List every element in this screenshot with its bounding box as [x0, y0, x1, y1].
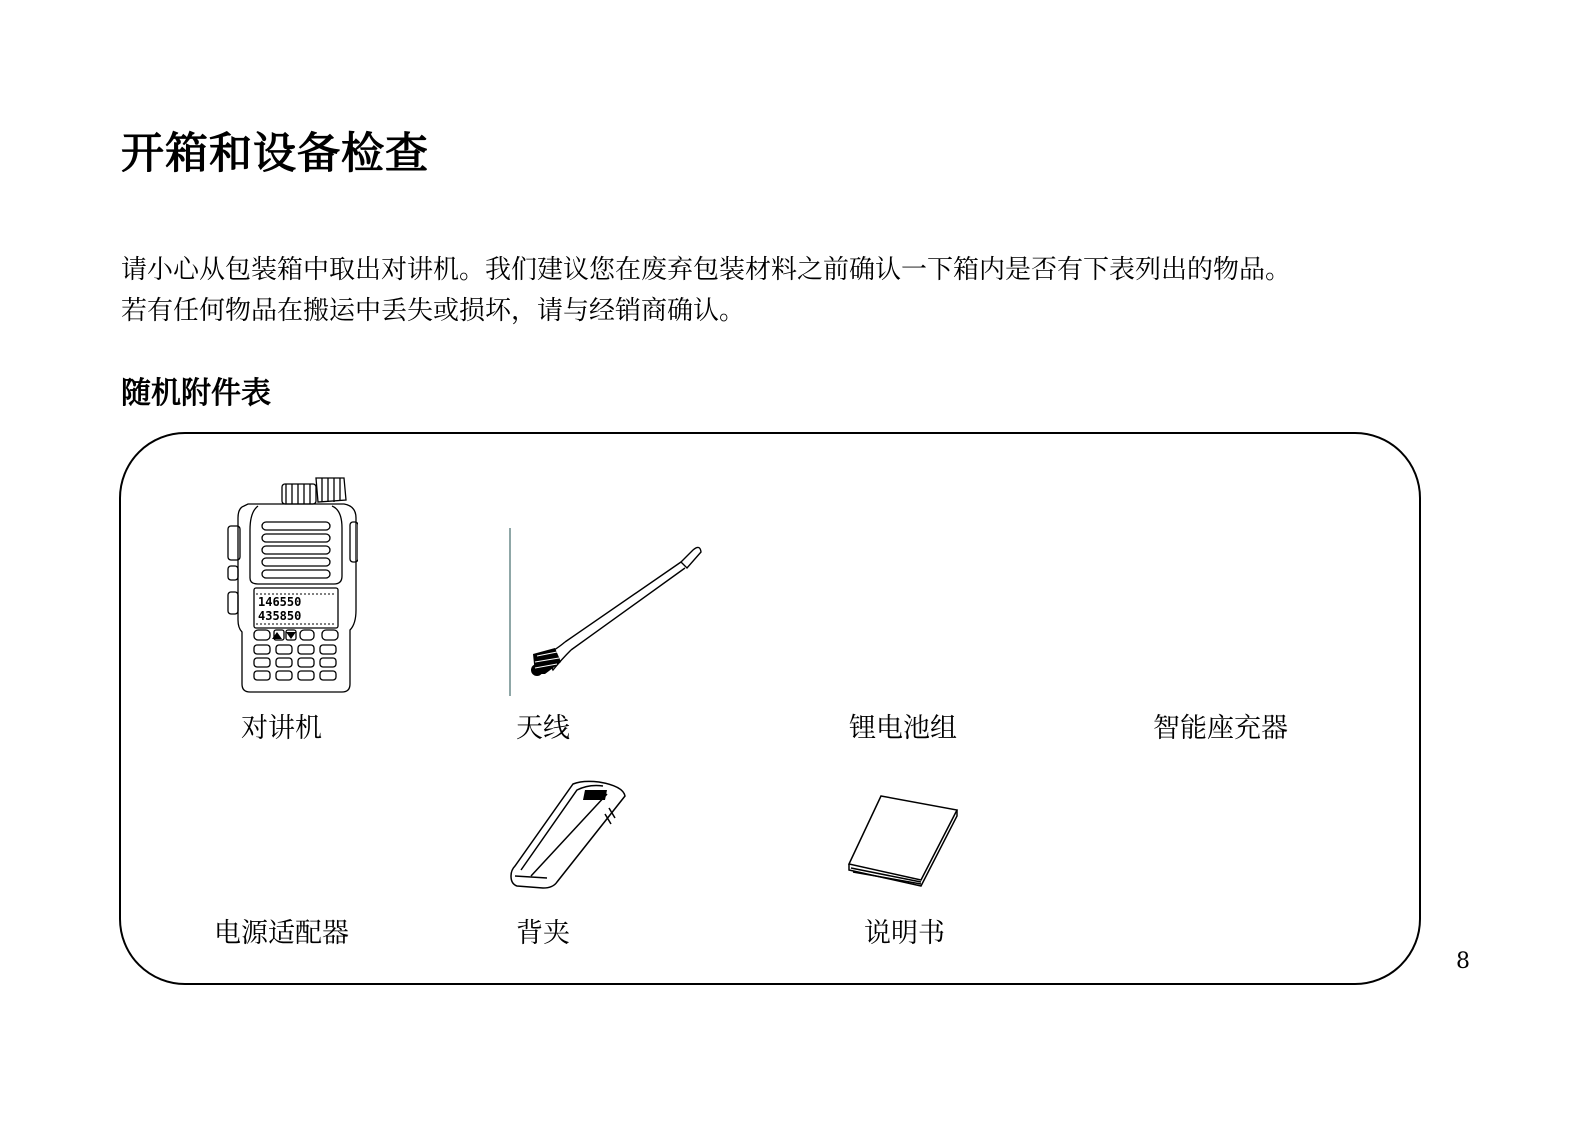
label-adapter: 电源适配器	[214, 918, 349, 949]
label-belt-clip: 背夹	[516, 918, 570, 949]
intro-line-2: 若有任何物品在搬运中丢失或损坏，请与经销商确认。	[121, 296, 746, 326]
accessory-table-heading: 随机附件表	[121, 376, 271, 411]
manual-icon	[843, 792, 963, 888]
intro-line-1: 请小心从包装箱中取出对讲机。我们建议您在废弃包装材料之前确认一下箱内是否有下表列出的物品。	[121, 255, 1292, 285]
label-battery: 锂电池组	[849, 713, 957, 744]
antenna-icon	[505, 524, 705, 700]
label-manual: 说明书	[864, 918, 945, 949]
page-title: 开箱和设备检查	[121, 129, 429, 179]
belt-clip-icon	[507, 778, 633, 892]
label-charger: 智能座充器	[1153, 713, 1288, 744]
label-antenna: 天线	[516, 713, 570, 744]
radio-display-line-1: 146550	[258, 595, 302, 609]
intro-paragraph	[121, 250, 1291, 332]
radio-icon	[218, 470, 358, 696]
page-number: 8	[1456, 949, 1470, 974]
label-radio: 对讲机	[241, 713, 322, 744]
radio-display-line-2: 435850	[258, 609, 302, 623]
